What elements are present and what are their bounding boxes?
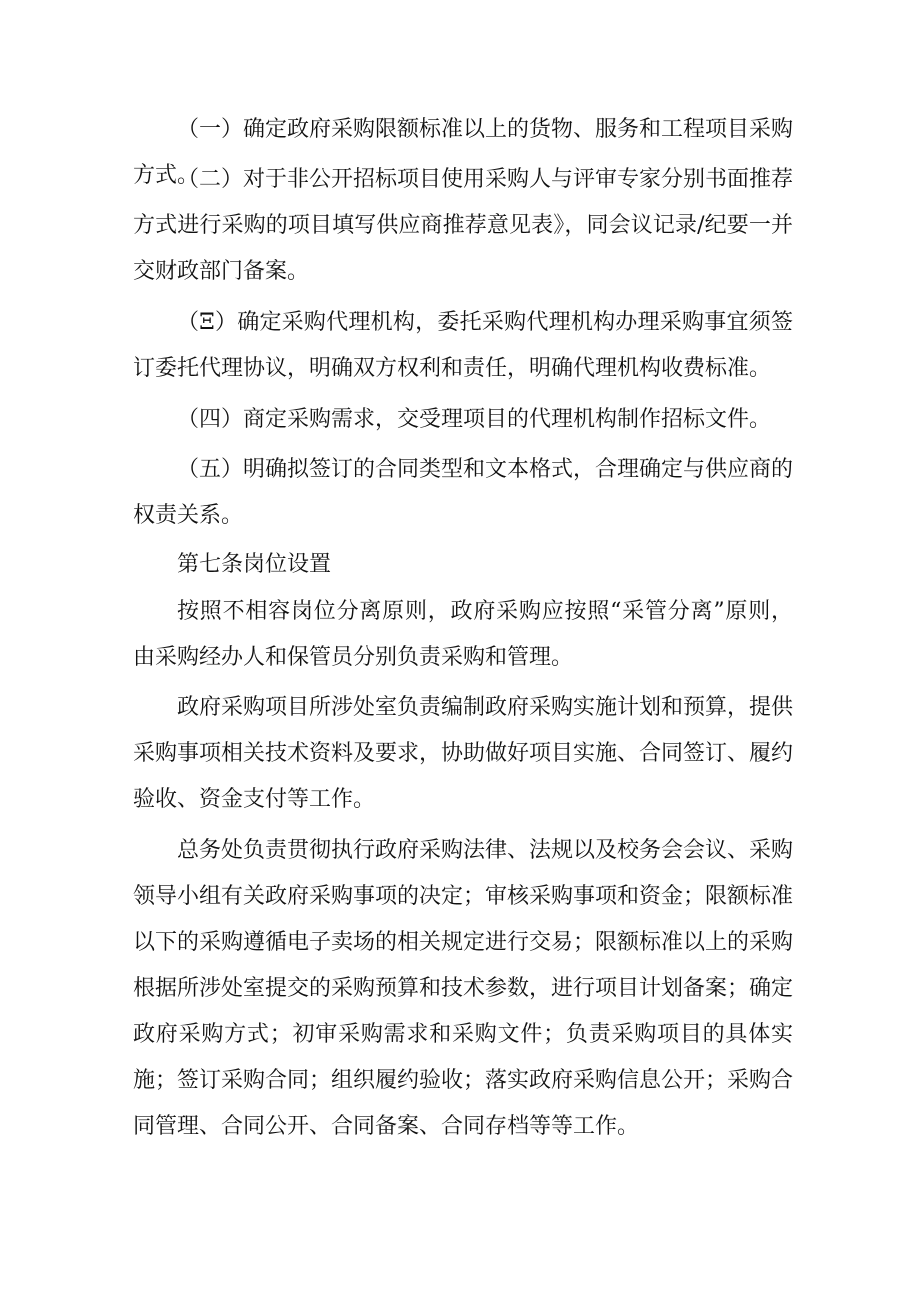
paragraph-department-duties: 政府采购项目所涉处室负责编制政府采购实施计划和预算，提供采购事项相关技术资料及要求，协助做好项目实施、合同签订、履约验收、资金支付等工作。 (133, 695, 794, 812)
paragraph-item-1: （一）确定政府采购限额标准以上的货物、服务和工程项目采购方式。 (133, 117, 794, 188)
paragraph-item-3: （Ξ）确定采购代理机构，委托采购代理机构办理采购事宜须签订委托代理协议，明确双方权利和责任，明确代理机构收费标准。 (133, 310, 793, 381)
paragraph-separation-principle: 按照不相容岗位分离原则，政府采购应按照“采管分离”原则，由采购经办人和保管员分别负责采购和管理。 (133, 599, 793, 670)
paragraph-item-4: （四）商定采购需求，交受理项目的代理机构制作招标文件。 (177, 407, 772, 432)
article-heading: 第七条岗位设置 (177, 552, 332, 577)
paragraph-item-5: （五）明确拟签订的合同类型和文本格式，合理确定与供应商的权责关系。 (133, 457, 794, 528)
paragraph-general-affairs-duties: 总务处负责贯彻执行政府采购法律、法规以及校务会会议、采购领导小组有关政府采购事项的决定；审核采购事项和资金；限额标准以下的采购遵循电子卖场的相关规定进行交易；限额标准以上的采购根据所涉处室提交的采购预算和技术参数，进行项目计划备案；确定政府采购方式；初审采购需求和采购文件；负责采购项目的具体实施；签订采购合同；组织履约验收；落实政府采购信息公开；采购合同管理、合同公开、合同备案、合同存档等等工作。 (133, 838, 794, 1139)
paragraph-item-2: （二）对于非公开招标项目使用采购人与评审专家分别书面推荐方式进行采购的项目填写供应商推荐意见表》，同会议记录/纪要一并交财政部门备案。 (133, 167, 794, 284)
